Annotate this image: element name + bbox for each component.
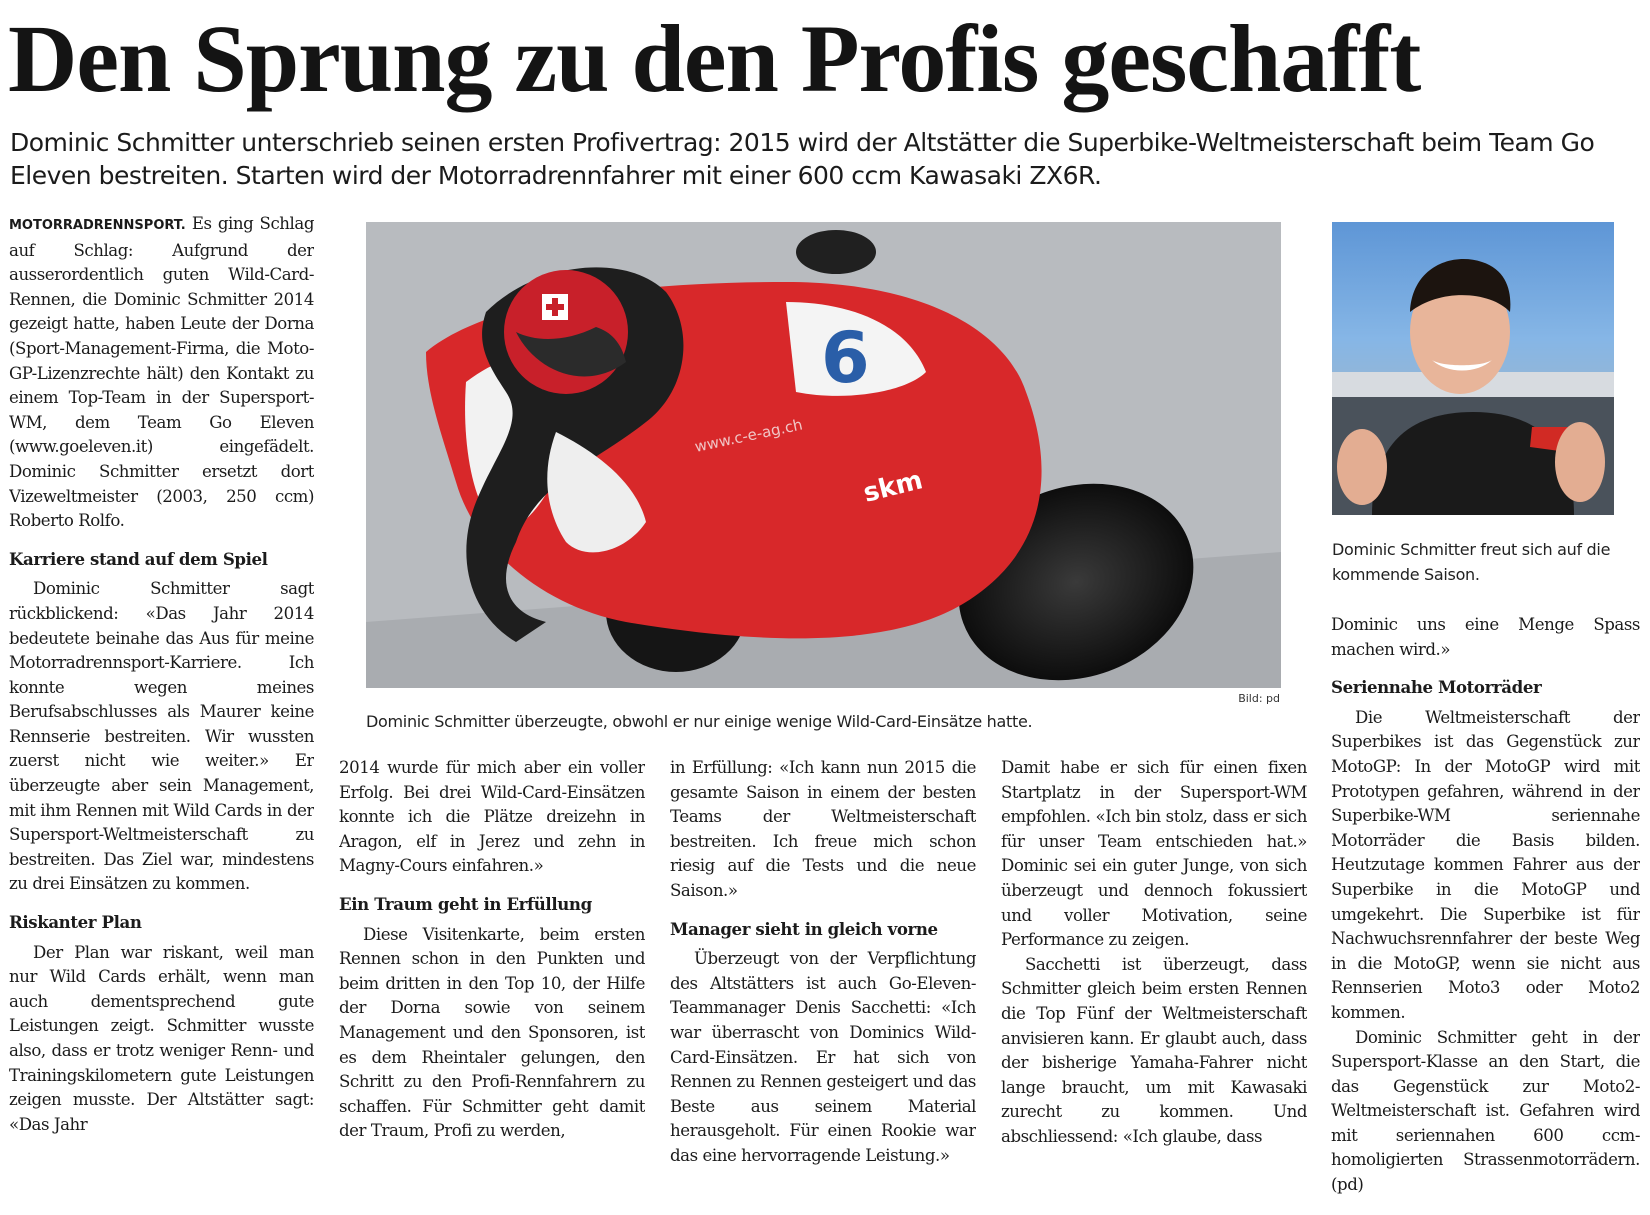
- bike-number: 6: [821, 317, 870, 399]
- body-paragraph: Diese Visitenkarte, beim ersten Rennen schon in den Punkten und beim dritten in den Top 10, der Hilfe der Dorna sowie von seinem Management und den Sponsoren, ist es dem Rheintaler gelungen, den Schritt zu den Profi-Rennfahrern zu schaffen. Für Schmitter geht damit der Traum, Profi zu werden,: [339, 924, 645, 1141]
- subheading: Manager sieht in gleich vorne: [670, 918, 938, 939]
- body-paragraph: Dominic Schmitter sagt rückblickend: «Das Jahr 2014 bedeutete beinahe das Aus für meine Motorradrennsport-Karriere. Ich konnte wegen meines Berufsabschlusses als Maurer keine Rennserie bestreiten. Wir wussten zuerst nicht wie weiter.» Er überzeugte aber sein Management, mit ihm Rennen mit Wild Cards in der Supersport-Weltmeisterschaft zu bestreiten. Das Ziel war, mindestens zu drei Einsätzen zu kommen.: [9, 579, 314, 894]
- sponsor-logo: skm: [860, 465, 926, 509]
- headline: Den Sprung zu den Profis geschafft: [8, 5, 1421, 112]
- column-1: [9, 212, 314, 1208]
- body-text: Es ging Schlag auf Schlag: Aufgrund der ausserordentlich guten Wild-Card-Rennen, die Dominic Schmitter 2014 gezeigt hatte, haben Leute der Dorna (Sport-Management-Firma, die Moto-GP-Lizenzrechte hält) den Kontakt zu einem Top-Team in der Supersport-WM, dem Team Go Eleven (www.goeleven.it) eingefädelt. Dominic Schmitter ersetzt dort Vizeweltmeister (2003, 250 ccm) Roberto Rolfo.: [9, 214, 314, 531]
- main-photo: [366, 222, 1281, 688]
- subheading: Ein Traum geht in Erfüllung: [339, 893, 592, 914]
- fairing-url: www.c-e-ag.ch: [693, 415, 805, 456]
- photo-credit: Bild: pd: [1238, 692, 1280, 705]
- body-paragraph: Dominic Schmitter geht in der Supersport-Klasse an den Start, die das Gegenstück zur Moto2-Weltmeisterschaft ist. Gefahren wird mit seriennahen 600 ccm-homoligierten Strassenmotorrädern. (pd): [1331, 1027, 1640, 1195]
- column-5: [1331, 613, 1640, 1208]
- column-3: [670, 756, 976, 1208]
- body-paragraph: in Erfüllung: «Ich kann nun 2015 die gesamte Saison in einem der besten Teams der Weltmeisterschaft bestreiten. Ich freue mich schon riesig auf die Tests und die neue Saison.»: [670, 758, 976, 900]
- subheading: Riskanter Plan: [9, 912, 142, 933]
- body-paragraph: Der Plan war riskant, weil man nur Wild Cards erhält, wenn man auch dementsprechend gute Leistungen zeigt. Schmitter wusste also, dass er trotz weniger Renn- und Trainingskilometern gute Leistungen zeigen musste. Der Altstätter sagt: «Das Jahr: [9, 942, 314, 1134]
- motorcycle-illustration: [366, 222, 1281, 688]
- body-paragraph: Überzeugt von der Verpflichtung des Altstätters ist auch Go-Eleven-Teammanager Denis Sacchetti: «Ich war überrascht von Dominics Wild-Card-Einsätzen. Er hat sich von Rennen zu Rennen gesteigert und das Beste aus seinem Material herausgeholt. Für einen Rookie war das eine hervorragende Leistung.»: [670, 949, 976, 1165]
- body-paragraph: Sacchetti ist überzeugt, dass Schmitter gleich beim ersten Rennen die Top Fünf der Weltmeisterschaft anvisieren kann. Er glaubt auch, dass der bisherige Yamaha-Fahrer nicht lange braucht, um mit Kawasaki zurecht zu kommen. Und abschliessend: «Ich glaube, dass: [1001, 954, 1307, 1146]
- body-paragraph: Damit habe er sich für einen fixen Startplatz in der Supersport-WM empfohlen. «Ich bin stolz, dass er sich für unser Team entschieden hat.» Dominic sei ein guter Junge, von sich überzeugt und dennoch fokussiert und voller Motivation, seine Performance zu zeigen.: [1001, 758, 1307, 950]
- body-paragraph: Die Weltmeisterschaft der Superbikes ist das Gegenstück zur MotoGP: In der MotoGP wird mit Prototypen gefahren, während in der Superbike-WM seriennahe Motorräder die Basis bilden. Heutzutage kommen Fahrer aus der Superbike in die MotoGP und umgekehrt. Die Superbike ist für Nachwuchsrennfahrer der beste Weg in die MotoGP, wenn sie nicht aus Rennserien Moto3 oder Moto2 kommen.: [1331, 707, 1640, 1022]
- body-paragraph: Dominic uns eine Menge Spass machen wird.»: [1331, 615, 1640, 659]
- column-2: [339, 756, 645, 1208]
- portrait-photo: [1332, 222, 1614, 515]
- helmet: [504, 270, 628, 394]
- thumb-up-right: [1555, 422, 1605, 502]
- body-paragraph: [9, 212, 314, 534]
- column-4: [1001, 756, 1307, 1208]
- subheading: Karriere stand auf dem Spiel: [9, 548, 268, 569]
- thumb-up-left: [1337, 429, 1387, 505]
- kicker: MOTORRADRENNSPORT.: [9, 218, 186, 233]
- main-photo-caption: Dominic Schmitter überzeugte, obwohl er nur einige wenige Wild-Card-Einsätze hatte.: [366, 712, 1033, 731]
- body-paragraph: 2014 wurde für mich aber ein voller Erfolg. Bei drei Wild-Card-Einsätzen konnte ich die Plätze dreizehn in Aragon, elf in Jerez und zehn in Magny-Cours einfahren.»: [339, 758, 645, 876]
- portrait-illustration: [1332, 222, 1614, 515]
- rider-glove: [796, 230, 876, 274]
- subheading: Seriennahe Motorräder: [1331, 677, 1542, 698]
- lead-paragraph: Dominic Schmitter unterschrieb seinen ersten Profivertrag: 2015 wird der Altstätter die Superbike-Weltmeisterschaft beim Team Go Eleven bestreiten. Starten wird der Motorradrennfahrer mit einer 600 ccm Kawasaki ZX6R.: [10, 128, 1595, 190]
- swiss-cross-h: [546, 304, 564, 310]
- portrait-caption: Dominic Schmitter freut sich auf die kommende Saison.: [1332, 540, 1611, 584]
